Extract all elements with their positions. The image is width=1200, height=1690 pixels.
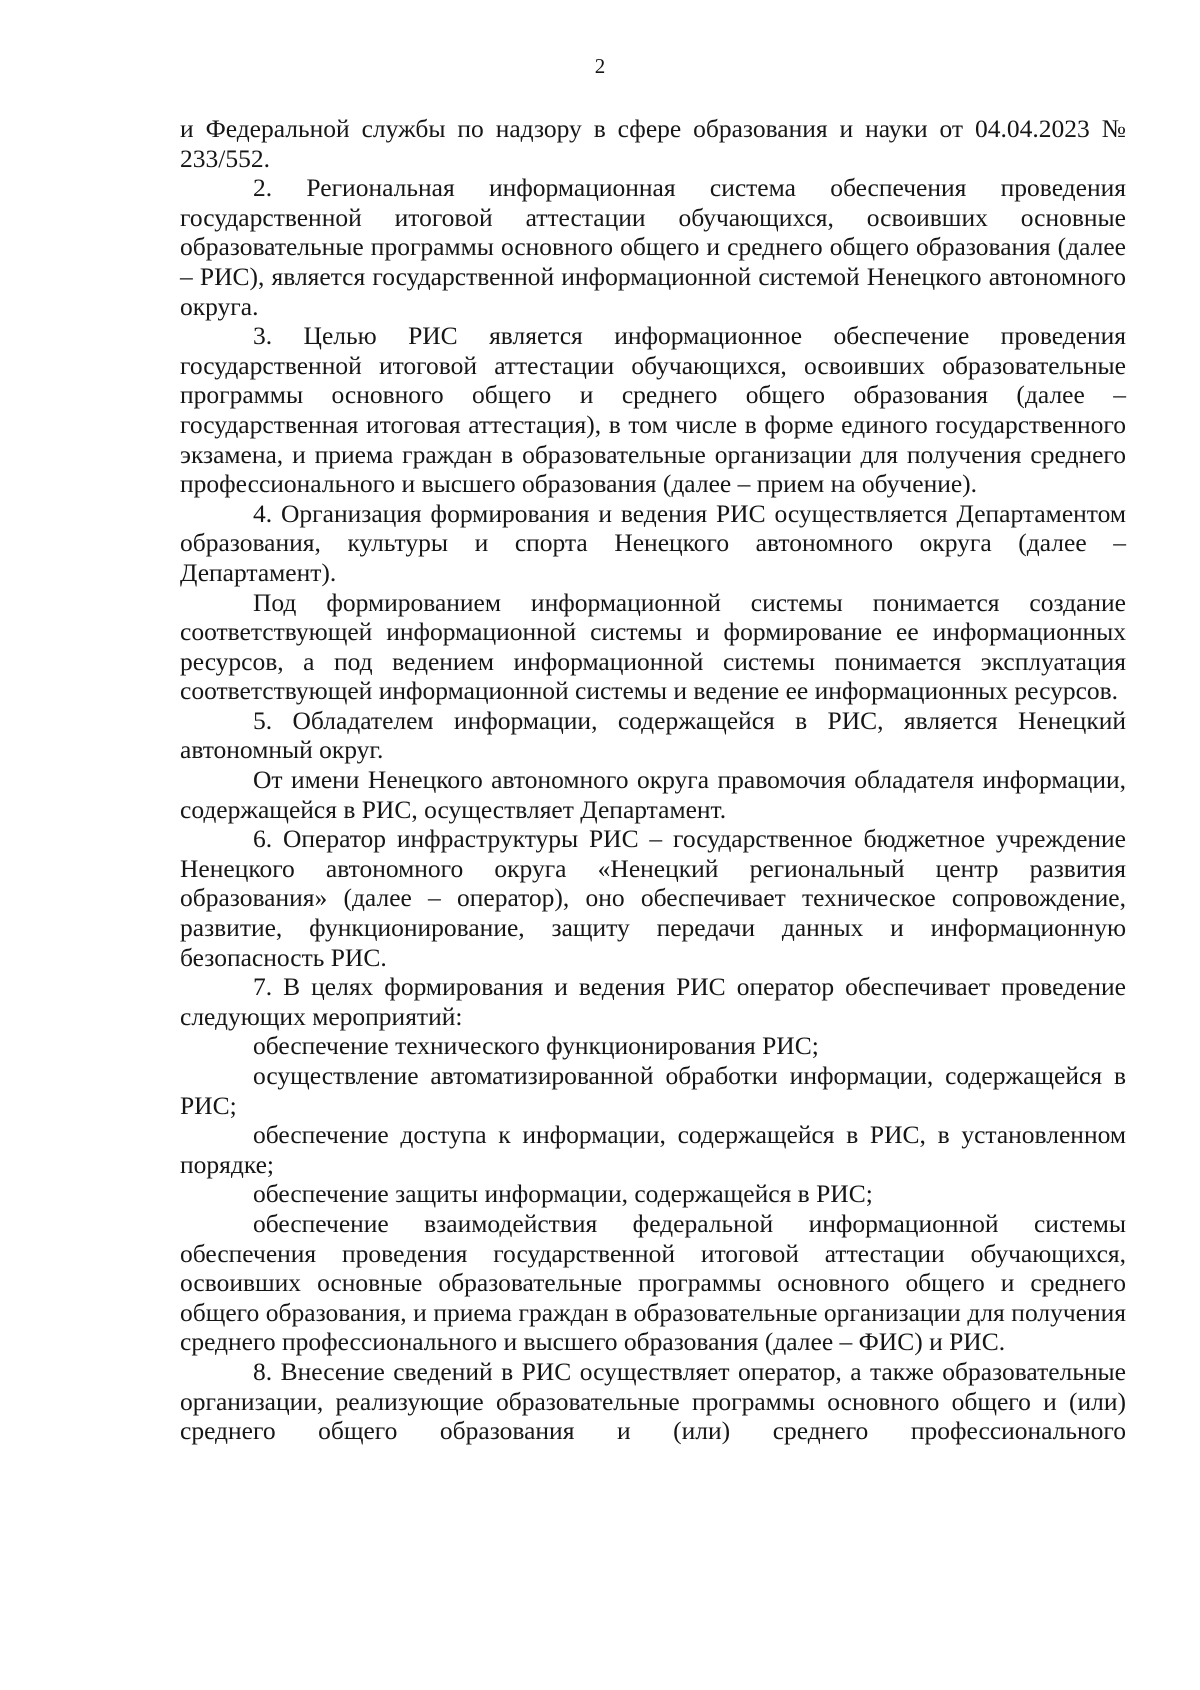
paragraph-item-6: 6. Оператор инфраструктуры РИС – государственное бюджетное учреждение Ненецкого автономного округа «Ненецкий региональный центр развития образования» (далее – оператор), оно обеспечивает техническое сопровождение, развитие, функционирование, защиту передачи данных и информационную безопасность РИС. [180,824,1126,972]
paragraph-item-7: 7. В целях формирования и ведения РИС оператор обеспечивает проведение следующих мероприятий: [180,972,1126,1031]
paragraph-continuation: и Федеральной службы по надзору в сфере образования и науки от 04.04.2023 № 233/552. [180,114,1126,173]
paragraph-item-5: 5. Обладателем информации, содержащейся в РИС, является Ненецкий автономный округ. [180,705,1126,765]
list-item-automated-processing: осуществление автоматизированной обработки информации, содержащейся в РИС; [180,1061,1126,1120]
paragraph-formation-definition: Под формированием информационной системы понимается создание соответствующей информационной системы и формирование ее информационных ресурсов, а под ведением информационной системы понимается эксплуатация соответствующей информационной системы и ведение ее информационных ресурсов. [180,587,1126,706]
paragraph-item-2: 2. Региональная информационная система обеспечения проведения государственной итоговой аттестации обучающихся, освоивших основные образовательные программы основного общего и среднего общего образования (далее – РИС), является государственной информационной системой Ненецкого автономного округа. [180,173,1126,321]
paragraph-owner-rights: От имени Ненецкого автономного округа правомочия обладателя информации, содержащейся в РИС, осуществляет Департамент. [180,765,1126,824]
paragraph-item-3: 3. Целью РИС является информационное обеспечение проведения государственной итоговой аттестации обучающихся, освоивших образовательные программы основного общего и среднего общего образования (далее – государственная итоговая аттестация), в том числе в форме единого государственного экзамена, и приема граждан в образовательные организации для получения среднего профессионального и высшего образования (далее – прием на обучение). [180,321,1126,499]
paragraph-item-4: 4. Организация формирования и ведения РИС осуществляется Департаментом образования, культуры и спорта Ненецкого автономного округа (далее – Департамент). [180,498,1126,587]
list-item-technical-functioning: обеспечение технического функционирования РИС; [253,1031,819,1061]
page-number: 2 [594,54,606,78]
list-item-access: обеспечение доступа к информации, содержащейся в РИС, в установленном порядке; [180,1120,1126,1179]
paragraph-item-8: 8. Внесение сведений в РИС осуществляет оператор, а также образовательные организации, реализующие образовательные программы основного общего и (или) среднего общего образования и (или) среднего профессионального [180,1356,1126,1446]
list-item-protection: обеспечение защиты информации, содержащейся в РИС; [253,1179,873,1209]
document-body [180,114,1126,1446]
list-item-interaction: обеспечение взаимодействия федеральной информационной системы обеспечения проведения государственной итоговой аттестации обучающихся, освоивших основные образовательные программы основного общего и среднего общего образования, и приема граждан в образовательные организации для получения среднего профессионального и высшего образования (далее – ФИС) и РИС. [180,1208,1126,1357]
